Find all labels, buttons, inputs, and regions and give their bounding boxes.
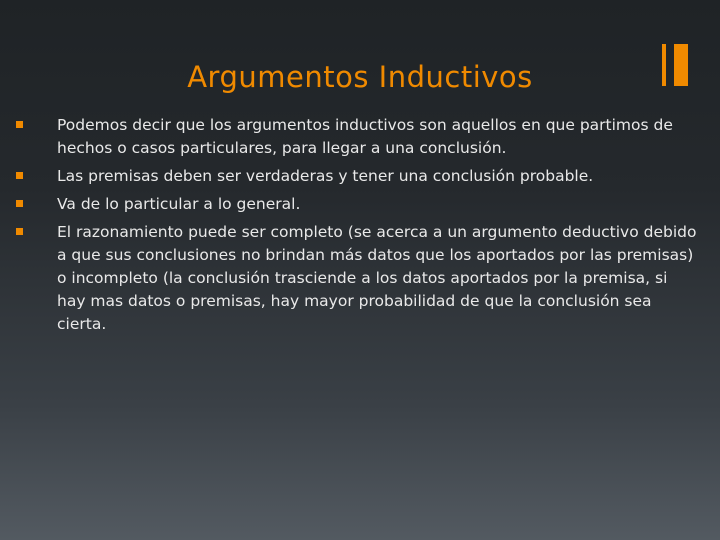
bullet-text: Las premisas deben ser verdaderas y tener una conclusión probable. [57, 167, 594, 185]
square-bullet-icon [16, 121, 23, 128]
bullet-list [0, 114, 700, 341]
square-bullet-icon [16, 200, 23, 207]
bullet-item [0, 221, 700, 336]
slide-title: Argumentos Inductivos [187, 60, 533, 94]
bullet-item [0, 193, 700, 216]
bullet-text: El razonamiento puede ser completo (se acerca a un argumento deductivo debido a que sus conclusiones no brindan más datos que los aportados por las premisas) o incompleto (la conclusión trasciende a los datos aportados por la premisa, si hay mas datos o premisas, hay mayor probabilidad de que la conclusión sea cierta. [57, 223, 697, 333]
bullet-item [0, 165, 700, 188]
square-bullet-icon [16, 228, 23, 235]
square-bullet-icon [16, 172, 23, 179]
bullet-text: Podemos decir que los argumentos inductivos son aquellos en que partimos de hechos o casos particulares, para llegar a una conclusión. [57, 116, 673, 157]
bullet-text: Va de lo particular a lo general. [57, 195, 301, 213]
bullet-item [0, 114, 700, 160]
